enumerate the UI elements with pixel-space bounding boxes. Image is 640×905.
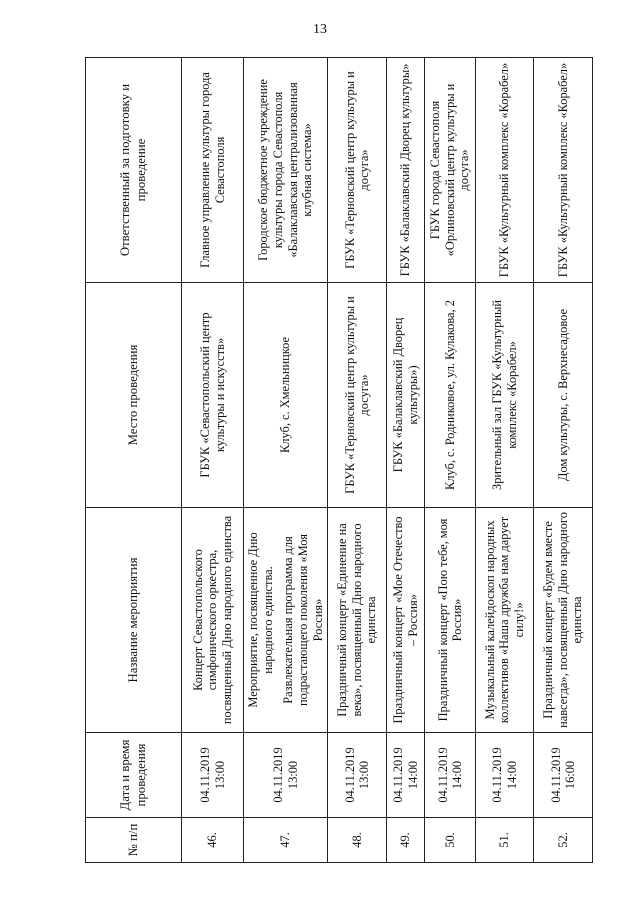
events-table bbox=[85, 57, 593, 863]
cell-num: 50. bbox=[425, 818, 476, 863]
rotated-table-container bbox=[85, 58, 585, 863]
table-row bbox=[182, 58, 244, 863]
cell-num: 46. bbox=[182, 818, 244, 863]
header-date: Дата и время проведения bbox=[86, 733, 182, 818]
cell-num: 49. bbox=[387, 818, 425, 863]
cell-name-paragraph: Праздничный концерт «Будем вместе навсегда», посвященный Дню народного единства bbox=[541, 512, 585, 728]
header-responsible: Ответственный за подготовку и проведение bbox=[86, 58, 182, 283]
cell-place: Дом культуры, с. Верхнесадовое bbox=[534, 283, 593, 508]
table-row bbox=[534, 58, 593, 863]
header-place: Место проведения bbox=[86, 283, 182, 508]
cell-date: 04.11.2019 16:00 bbox=[534, 733, 593, 818]
cell-name-paragraph: Музыкальный калейдоскоп народных коллективов «Наша дружба нам дарует силу!» bbox=[482, 516, 526, 724]
cell-date: 04.11.2019 13:00 bbox=[244, 733, 328, 818]
cell-responsible: Главное управление культуры города Севастополя bbox=[182, 58, 244, 283]
cell-name-paragraph: Праздничный концерт «Единение на века», посвященный Дню народного единства bbox=[335, 523, 379, 717]
cell-place: Зрительный зал ГБУК «Культурный комплекс «Корабел» bbox=[476, 283, 534, 508]
cell-date: 04.11.2019 14:00 bbox=[425, 733, 476, 818]
cell-date: 04.11.2019 14:00 bbox=[476, 733, 534, 818]
header-num: № п/п bbox=[86, 818, 182, 863]
cell-responsible: ГБУК «Культурный комплекс «Корабел» bbox=[534, 58, 593, 283]
cell-place: ГБУК «Терновский центр культуры и досуга» bbox=[328, 283, 387, 508]
cell-responsible: ГБУК «Терновский центр культуры и досуга» bbox=[328, 58, 387, 283]
cell-name bbox=[182, 508, 244, 733]
cell-date: 04.11.2019 13:00 bbox=[182, 733, 244, 818]
cell-name bbox=[534, 508, 593, 733]
cell-responsible: ГБУК «Культурный комплекс «Корабел» bbox=[476, 58, 534, 283]
cell-name bbox=[328, 508, 387, 733]
cell-name-paragraph: Праздничный концерт «Пою тебе, моя Россия» bbox=[435, 518, 465, 722]
cell-date: 04.11.2019 13:00 bbox=[328, 733, 387, 818]
cell-place: ГБУК «Севастопольский центр культуры и искусств» bbox=[182, 283, 244, 508]
page-number: 13 bbox=[313, 22, 327, 37]
cell-num: 51. bbox=[476, 818, 534, 863]
cell-date: 04.11.2019 14:00 bbox=[387, 733, 425, 818]
table-row bbox=[425, 58, 476, 863]
cell-responsible: Городское бюджетное учреждение культуры города Севастополя «Балаклавская централизованная клубная система» bbox=[244, 58, 328, 283]
table-row bbox=[328, 58, 387, 863]
table-header-row bbox=[86, 58, 182, 863]
cell-name-paragraph: Праздничный концерт «Мое Отечество – Россия» bbox=[391, 516, 420, 724]
cell-responsible: ГБУК «Балаклавский Дворец культуры» bbox=[387, 58, 425, 283]
table-row bbox=[387, 58, 425, 863]
cell-name-paragraph: Концерт Севастопольского симфонического оркестра, посвященный Дню народного единства bbox=[190, 515, 234, 725]
cell-name-paragraph: Мероприятие, посвященное Дню народного единства. bbox=[246, 532, 275, 708]
table-body bbox=[182, 58, 593, 863]
cell-place: Клуб, с. Хмельницкое bbox=[244, 283, 328, 508]
table-row bbox=[476, 58, 534, 863]
cell-num: 52. bbox=[534, 818, 593, 863]
cell-name bbox=[425, 508, 476, 733]
cell-responsible: ГБУК города Севастополя «Орлиновский центр культуры и досуга» bbox=[425, 58, 476, 283]
cell-name bbox=[387, 508, 425, 733]
header-name: Название мероприятия bbox=[86, 508, 182, 733]
cell-name bbox=[244, 508, 328, 733]
cell-place: Клуб, с. Родниковое, ул. Кулакова, 2 bbox=[425, 283, 476, 508]
cell-name-paragraph: Развлекательная программа для подрастающего поколения «Моя Россия» bbox=[281, 534, 325, 706]
cell-num: 48. bbox=[328, 818, 387, 863]
cell-place: ГБУК «Балаклавский Дворец культуры») bbox=[387, 283, 425, 508]
table-row bbox=[244, 58, 328, 863]
cell-name bbox=[476, 508, 534, 733]
cell-num: 47. bbox=[244, 818, 328, 863]
